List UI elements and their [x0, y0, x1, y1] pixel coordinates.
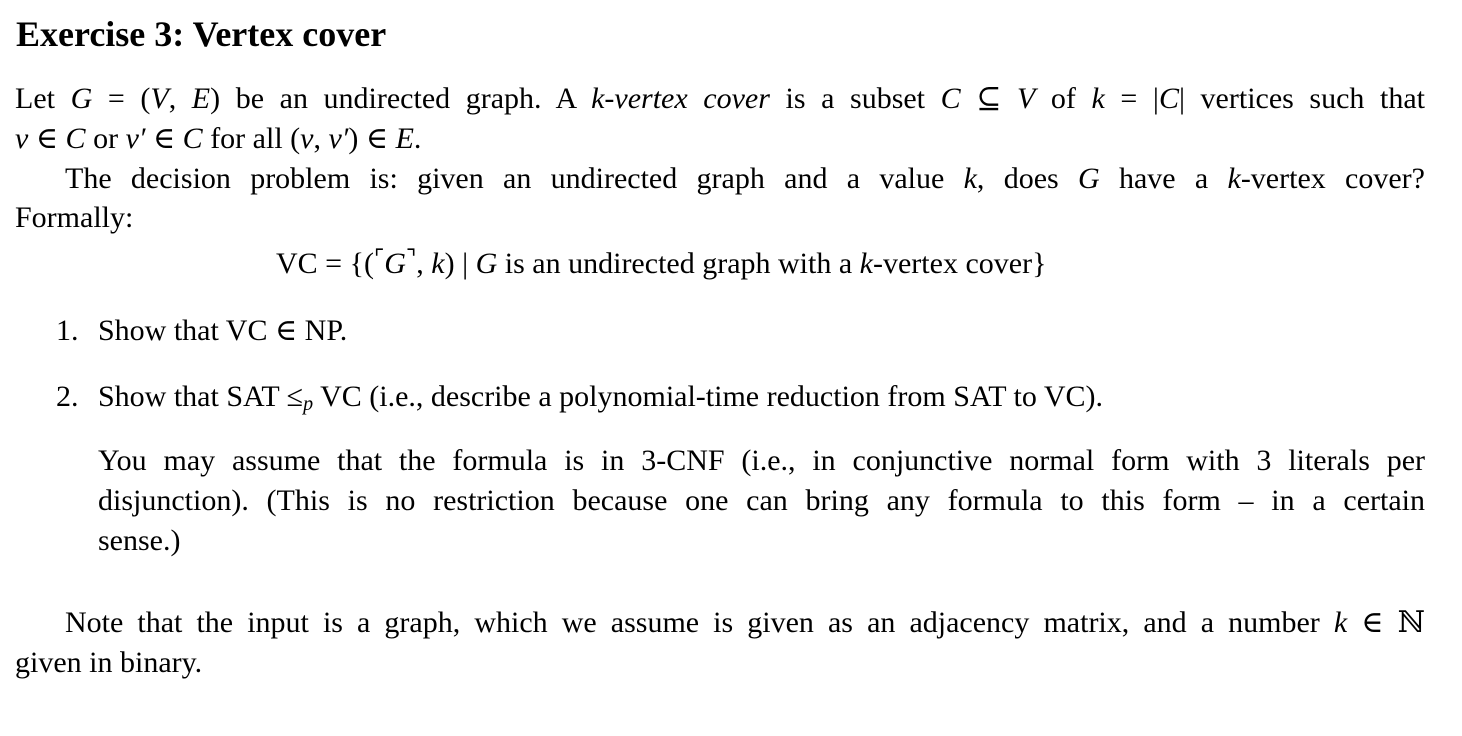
defined-term: k-vertex cover [591, 82, 770, 115]
assumption-line-3: sense.) [98, 524, 181, 557]
item-2-text: Show that SAT $\le_p$ VC (i.e., describe a polynomial-time reduction from SAT to VC). [98, 380, 1103, 415]
decision-problem-line: The decision problem is: given an undirected graph and a value k, does G have a k-vertex cover? [65, 162, 1425, 195]
definition-line-1: Let G = (V, E) be an undirected graph. A k-vertex cover is a subset C ⊆ V of k = |C| vertices such that [15, 82, 1426, 115]
item-1-text: Show that VC ∈ NP. [98, 314, 348, 347]
vc-set-definition: VC = {(⌜G⌝, k) | G is an undirected graph with a k-vertex cover} [276, 246, 1047, 280]
formally-label: Formally: [15, 201, 134, 234]
note-line-1: Note that the input is a graph, which we assume is given as an adjacency matrix, and a number k ∈ ℕ [65, 606, 1425, 639]
item-number: 1. [56, 314, 79, 347]
assumption-line-1: You may assume that the formula is in 3-CNF (i.e., in conjunctive normal form with 3 literals per [98, 444, 1425, 477]
list-item [56, 313, 79, 349]
definition-line-2: v ∈ C or v′ ∈ C for all (v, v′) ∈ E. [15, 122, 422, 155]
note-line-2: given in binary. [15, 646, 203, 679]
list-item [56, 379, 79, 415]
assumption-line-2: disjunction). (This is no restriction because one can bring any formula to this form – in a certain [98, 484, 1425, 517]
exercise-title: Exercise 3: Vertex cover [16, 14, 387, 54]
item-number: 2. [56, 380, 79, 413]
